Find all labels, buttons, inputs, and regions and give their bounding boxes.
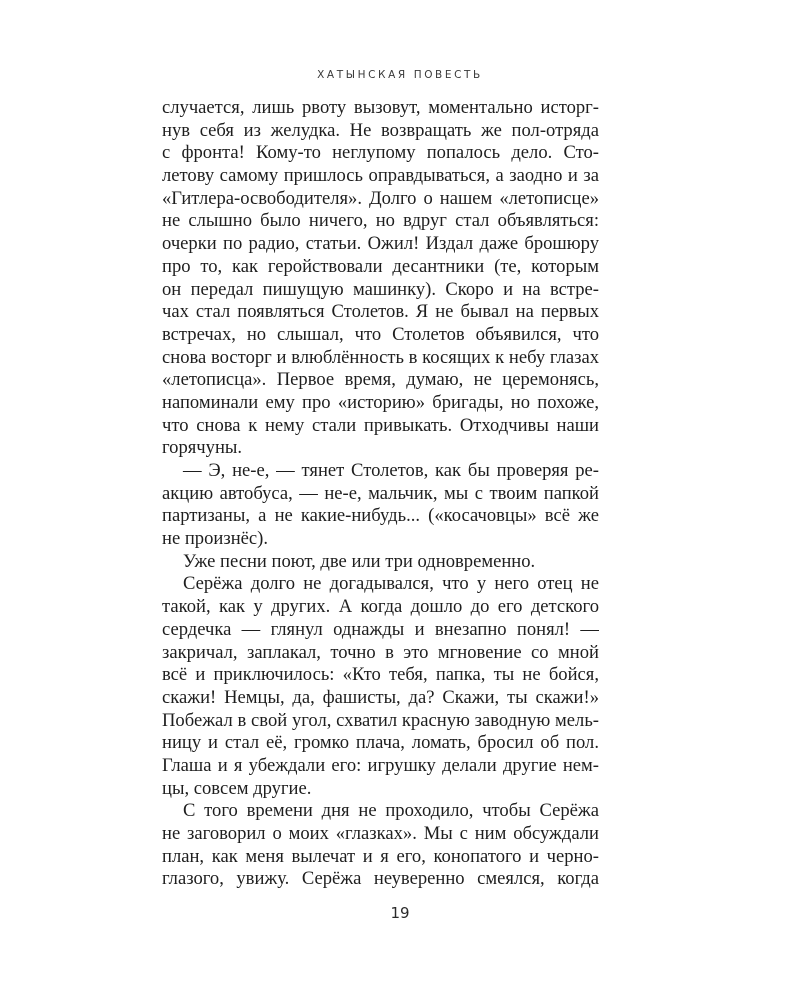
text-line: цы, совсем другие. bbox=[162, 777, 312, 799]
text-line: — Э, не-е, — тянет Столетов, как бы проверяя ре- bbox=[183, 460, 599, 481]
text-line: горячуны. bbox=[162, 437, 243, 459]
text-line: случается, лишь рвоту вызовут, моментально исторг- bbox=[162, 97, 599, 118]
text-line: скажи! Немцы, да, фашисты, да? Скажи, ты скажи!» bbox=[162, 686, 599, 708]
text-line: не заговорил о моих «глазках». Мы с ним обсуждали bbox=[162, 823, 599, 844]
text-line: «Гитлера-освободителя». Долго о нашем «летописце» bbox=[162, 187, 599, 209]
text-line: встречах, но слышал, что Столетов объявился, что bbox=[162, 323, 599, 345]
text-line: всё и приключилось: «Кто тебя, папка, ты не бойся, bbox=[162, 664, 599, 686]
text-line: С того времени дня не проходило, чтобы Серёжа bbox=[183, 800, 599, 822]
page-number: 19 bbox=[390, 904, 410, 922]
text-line: что снова к нему стали привыкать. Отходчивы наши bbox=[162, 414, 599, 436]
text-line: «летописца». Первое время, думаю, не церемонясь, bbox=[162, 369, 599, 391]
text-line: не слышно было ничего, но вдруг стал объявляться: bbox=[162, 210, 599, 232]
text-line: очерки по радио, статьи. Ожил! Издал даже брошюру bbox=[162, 233, 599, 255]
text-line: такой, как у других. А когда дошло до его детского bbox=[162, 596, 599, 618]
text-line: сердечка — глянул однажды и внезапно понял! — bbox=[162, 618, 599, 640]
text-line: акцию автобуса, — не-е, мальчик, мы с твоим папкой bbox=[162, 482, 599, 504]
text-line: Побежал в свой угол, схватил красную заводную мель- bbox=[162, 709, 599, 731]
text-line: про то, как геройствовали десантники (те, которым bbox=[162, 255, 599, 277]
text-line: Серёжа долго не догадывался, что у него отец не bbox=[183, 573, 599, 595]
text-line: план, как меня вылечат и я его, конопатого и черно- bbox=[162, 845, 599, 867]
text-line: партизаны, а не какие-нибудь... («косачовцы» всё же bbox=[162, 505, 599, 527]
text-line: с фронта! Кому-то неглупому попалось дело. Сто- bbox=[162, 142, 599, 164]
text-line: не произнёс). bbox=[162, 528, 268, 550]
text-line: ницу и стал её, громко плача, ломать, бросил об пол. bbox=[162, 732, 599, 754]
text-line: Глаша и я убеждали его: игрушку делали другие нем- bbox=[162, 754, 599, 776]
text-line: напоминали ему про «историю» бригады, но похоже, bbox=[162, 391, 599, 413]
text-line: снова восторг и влюблённость в косящих к небу глазах bbox=[162, 346, 599, 368]
page-body-text bbox=[162, 97, 599, 891]
text-line: закричал, заплакал, точно в это мгновение со мной bbox=[162, 641, 599, 663]
text-line: летову самому пришлось оправдываться, а заодно и за bbox=[162, 165, 599, 187]
text-line: он передал пишущую машинку). Скоро и на встре- bbox=[162, 278, 599, 300]
text-line: чах стал появляться Столетов. Я не бывал на первых bbox=[162, 301, 599, 323]
text-line: Уже песни поют, две или три одновременно. bbox=[183, 550, 536, 572]
text-line: глазого, увижу. Серёжа неуверенно смеялся, когда bbox=[162, 868, 599, 890]
running-header: ХАТЫНСКАЯ ПОВЕСТЬ bbox=[317, 69, 483, 81]
text-line: нув себя из желудка. Не возвращать же пол-отряда bbox=[162, 119, 599, 141]
